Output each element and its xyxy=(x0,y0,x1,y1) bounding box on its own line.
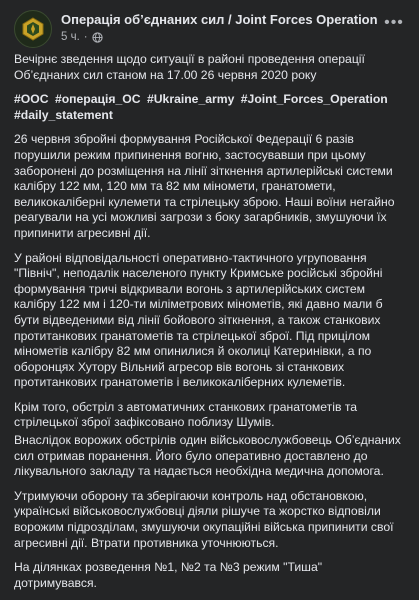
more-icon[interactable]: ••• xyxy=(384,14,404,31)
post-paragraph: Крім того, обстріл з автоматичних станкових гранатометів та стрілецької зброї зафіксовано поблизу Шумів. xyxy=(14,399,358,430)
emblem-icon xyxy=(20,16,46,42)
hashtag-link[interactable]: #операція_ОС xyxy=(54,92,141,107)
post-paragraph: Внаслідок ворожих обстрілів один військовослужбовець Об’єднаних сил отримав поранення. Його було оперативно доставлено до лікувального закладу та надається необхідна медична допомога. xyxy=(14,433,401,479)
hashtag-link[interactable]: #Joint_Forces_Operation xyxy=(240,92,388,107)
page-name-link[interactable]: Операція об’єднаних сил / Joint Forces Operation xyxy=(61,12,378,27)
post-paragraph: На ділянках розведення №1, №2 та №3 режим "Тиша" дотримувався. xyxy=(14,560,323,590)
post-timestamp[interactable]: 5 ч. xyxy=(61,31,80,43)
hashtag-link[interactable]: #daily_statement xyxy=(14,107,113,122)
separator-dot: · xyxy=(83,31,88,43)
post-submeta xyxy=(61,29,383,45)
hashtag-link[interactable]: #ООС xyxy=(14,92,49,107)
hashtag-list xyxy=(14,92,405,123)
post-paragraph: У районі відповідальності оперативно-тактичного угруповання "Північ", неподалік населеного пункту Кримське російські збройні формування тричі відкривали вогонь з артилерійських систем калібру 122 мм і 120-ти міліметрових мінометів, які давно мали б бути відведеними від лінії бойового зіткнення, а також станкових протитанкових гранатометів та стрілецької зброї. Під прицілом мінометів калібру 82 мм опинилися й околиці Катеринівки, а по оборонцях Хутору Вільний агресор вів вогонь зі станкових протитанкових гранатометів і великокаліберних кулеметів. xyxy=(14,250,383,390)
post-header xyxy=(14,10,405,52)
post-paragraph: 26 червня збройні формування Російської Федерації 6 разів порушили режим припинення вогню, застосувавши при цьому заборонені до розміщення на лінії зіткнення артилерійські системи калібру 122 мм, 120 мм та 82 мм міномети, гранатомети, великокаліберні кулемети та стрілецьку зброю. Наші воїни негайно реагували на усі можливі загрози з боку загарбників, змушуючи їх припинити агресивні дії. xyxy=(14,132,395,240)
post-paragraph: Утримуючи оборону та зберігаючи контроль над обстановкою, українські військовослужбовці діяли рішуче та жорстко відповіли ворожим підрозділам, змушуючи окупаційні війська припинити свої агресивні дії. Втрати противника уточнюються. xyxy=(14,488,394,550)
post-body xyxy=(14,52,405,591)
post-title-paragraph: Вечірнє зведення щодо ситуації в районі проведення операції Об’єднаних сил станом на 17.00 26 червня 2020 року xyxy=(14,52,365,82)
post-meta xyxy=(61,10,383,45)
globe-icon xyxy=(92,32,103,43)
hashtag-link[interactable]: #Ukraine_army xyxy=(146,92,235,107)
page-avatar[interactable] xyxy=(14,10,52,48)
